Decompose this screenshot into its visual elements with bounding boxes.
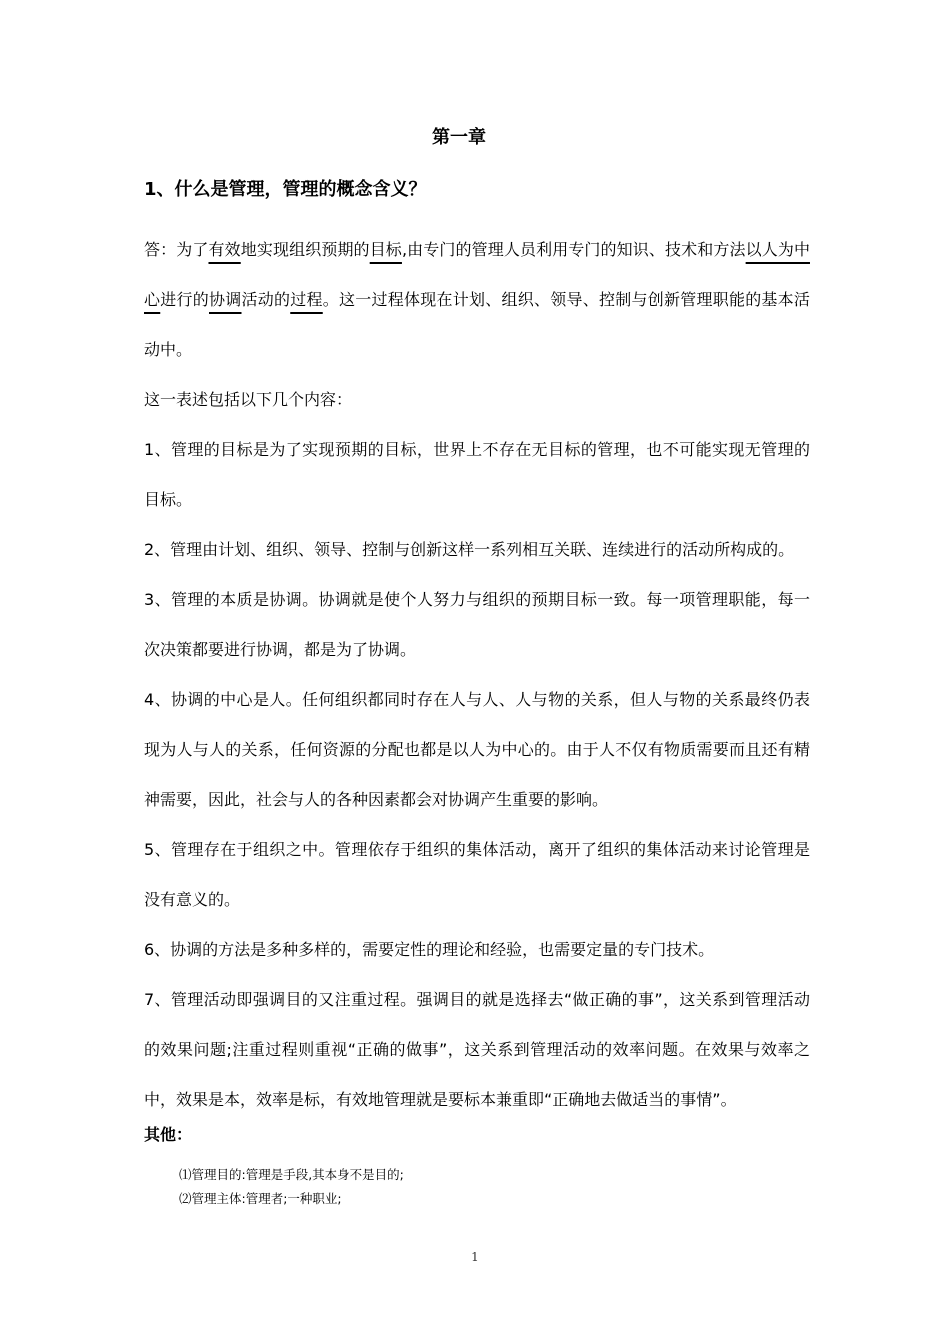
- underlined-term: 以人为中心: [144, 240, 810, 309]
- underlined-term: 有效: [208, 240, 241, 259]
- definition-paragraph: [144, 225, 810, 375]
- point-paragraph: 6、协调的方法是多种多样的，需要定性的理论和经验，也需要定量的专门技术。: [144, 940, 715, 959]
- point-paragraph: 5、管理存在于组织之中。管理依存于组织的集体活动，离开了组织的集体活动来讨论管理是没有意义的。: [144, 840, 810, 909]
- point-paragraph: 7、管理活动即强调目的又注重过程。强调目的就是选择去“做正确的事”，这关系到管理活动的效果问题;注重过程则重视“正确的做事”，这关系到管理活动的效率问题。在效果与效率之中，效果是本，效率是标，有效地管理就是要标本兼重即“正确地去做适当的事情”。: [144, 990, 810, 1109]
- chapter-title: 第一章: [432, 127, 486, 148]
- section-heading: 1、什么是管理，管理的概念含义？: [144, 179, 427, 200]
- underlined-term: 过程: [290, 290, 323, 309]
- underlined-term: 目标: [369, 240, 402, 259]
- definition-text: 活动的: [241, 290, 291, 309]
- other-heading: 其他：: [144, 1125, 193, 1144]
- definition-text: 答：为了: [144, 240, 209, 259]
- point-paragraph: 2、管理由计划、组织、领导、控制与创新这样一系列相互关联、连续进行的活动所构成的。: [144, 540, 795, 559]
- body-text: [144, 225, 810, 1125]
- definition-text: 进行的: [160, 290, 209, 309]
- definition-text: ,由专门的管理人员利用专门的知识、技术和方法: [401, 240, 746, 259]
- other-list: [179, 1163, 404, 1211]
- point-paragraph: 3、管理的本质是协调。协调就是使个人努力与组织的预期目标一致。每一项管理职能，每一次决策都要进行协调，都是为了协调。: [144, 590, 810, 659]
- list-item: ⑴管理目的:管理是手段,其本身不是目的;: [179, 1167, 404, 1182]
- page-number: 1: [471, 1250, 479, 1264]
- definition-text: 地实现组织预期的: [240, 240, 370, 259]
- list-item: ⑵管理主体:管理者;一种职业;: [179, 1191, 342, 1206]
- point-paragraph: 4、协调的中心是人。任何组织都同时存在人与人、人与物的关系，但人与物的关系最终仍表现为人与人的关系，任何资源的分配也都是以人为中心的。由于人不仅有物质需要而且还有精神需要，因此，社会与人的各种因素都会对协调产生重要的影响。: [144, 690, 810, 809]
- definition-text: 。这一过程体现在计划、组织、领导、控制与创新管理职能的基本活动中。: [144, 290, 810, 359]
- underlined-term: 协调: [209, 290, 242, 309]
- point-paragraph: 1、管理的目标是为了实现预期的目标，世界上不存在无目标的管理，也不可能实现无管理的目标。: [144, 440, 810, 509]
- intro-line: 这一表述包括以下几个内容：: [144, 390, 353, 409]
